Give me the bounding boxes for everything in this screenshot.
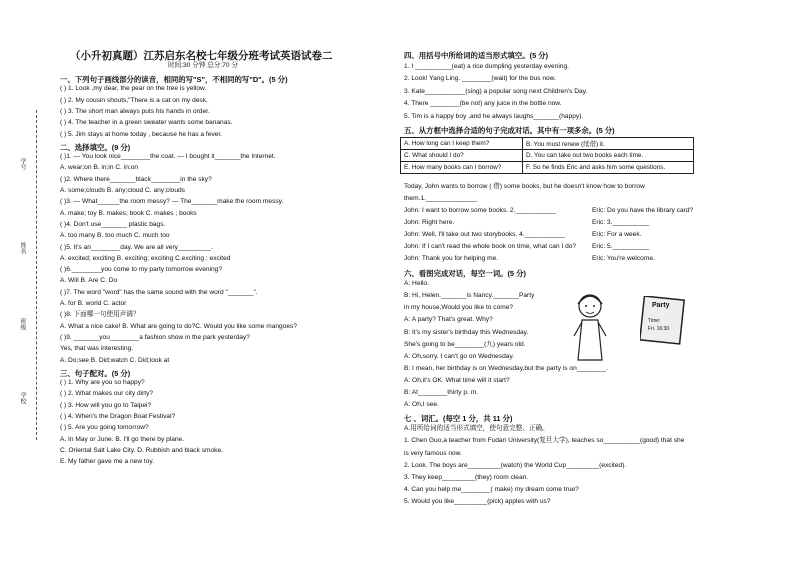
text-line: A. some;clouds B. any;cloud C. any;clouds xyxy=(60,187,185,194)
text-line: A. excited; exciting B. exciting; exciting C.exciting ; excited xyxy=(60,254,231,262)
text-line: B: I mean, her birthday is on Wednesday,but the party is on________. xyxy=(404,364,608,372)
text-line: B: At________thirty p. m. xyxy=(404,389,479,396)
text-line: 1. Chen Guo,a teacher from Fudan University(复旦大学), teaches so__________(good) that she xyxy=(404,437,685,445)
text-line: A.用所给词的适当形式填空，使句意完整、正确。 xyxy=(404,425,549,433)
text-line: 1. I __________(eat) a rice dumpling yesterday evening. xyxy=(404,62,569,70)
eric-line: Eric: 3.__________ xyxy=(592,219,650,226)
text-line: A: Hello. xyxy=(404,280,429,288)
text-line: A. for B. world C. actor xyxy=(60,300,127,307)
text-line: ( )5. It's an________day. We are all very_________. xyxy=(60,243,213,251)
poster-time-value: Fri. 16:30 xyxy=(648,326,670,332)
text-line: ( )6.________you come to my party tomorrow evening? xyxy=(60,266,222,274)
text-line: ( ) 3. How will you go to Taipei? xyxy=(60,401,152,409)
binding-label-student-id: 学号 xyxy=(19,158,25,170)
option-cell: D. You can take out two books each time. xyxy=(522,150,693,162)
text-line: ( ) 1. Why are you so happy? xyxy=(60,379,145,387)
option-cell: E. How many books can I borrow? xyxy=(401,162,523,174)
text-line: ( )9. _______you________a fashion show in the park yesterday? xyxy=(60,333,250,341)
text-line: ( ) 2. What makes our city dirty? xyxy=(60,390,154,398)
page-title: （小升初真题）江苏启东名校七年级分班考试英语试卷二 xyxy=(70,50,333,62)
binding-label-name: 姓名 xyxy=(19,242,25,254)
text-line: ( ) 5. Are you going tomorrow? xyxy=(60,424,149,432)
text-line: ( )2. Where there_______black________in the sky? xyxy=(60,175,212,183)
option-cell: A. How long can I keep them? xyxy=(401,138,523,150)
text-line: A. What a nice cake! B. What are going to do?C. Would you like some mangoes? xyxy=(60,322,298,330)
text-line: ( )3. — What______the room messy? — The_______make the room messy. xyxy=(60,198,284,206)
section-heading: 七 、词汇。(每空 1 分，共 11 分) xyxy=(404,414,513,424)
woman-illustration xyxy=(560,290,620,362)
text-line: 4. Can you help me________( make) my dream come true? xyxy=(404,485,579,493)
eric-line: Eric: For a week. xyxy=(592,231,642,238)
option-cell: B. You must renew (续借) it. xyxy=(522,138,693,150)
text-line: A: Oh,sorry. I can't go on Wednesday. xyxy=(404,352,515,360)
text-line: E. My father gave me a new toy. xyxy=(60,458,155,466)
eric-line: Eric: Do you have the library card? xyxy=(592,207,694,214)
text-line: A. Will B. Are C. Do xyxy=(60,277,118,285)
text-line: ( )1. — You look nice________the coat. — I bought it_______the Internet. xyxy=(60,153,276,161)
text-line: ( )4. Don't use_______ plastic bags. xyxy=(60,220,166,228)
text-line: A: Oh,I see. xyxy=(404,401,439,409)
text-line: 4. There ________(be not) any juice in the bottle now. xyxy=(404,100,562,107)
text-line: Today, John wants to borrow ( 借) some books, but he doesn't know how to borrow xyxy=(404,183,645,190)
text-line: 3. Kate___________(sing) a popular song next Children's Day. xyxy=(404,87,588,95)
eric-line: Eric: 5.__________ xyxy=(592,243,650,250)
text-line: A. make; toy B. makes; book C. makes ; books xyxy=(60,209,197,217)
binding-label-school: 学校 xyxy=(19,392,25,404)
section-heading: 六、看图完成对话，每空一词。(5 分) xyxy=(404,269,526,278)
options-row xyxy=(401,150,694,162)
text-line: A. too many B. too much C. much too xyxy=(60,232,170,240)
text-line: Yes, that was interesting. xyxy=(60,345,134,353)
text-line: in my house,Would you like to come? xyxy=(404,304,514,312)
text-line: John: If I can't read the whole book on time, what can I do? xyxy=(404,243,577,250)
exam-meta: 时间:30 分钟 总分:70 分 xyxy=(168,62,238,69)
text-line: ( ) 5. Jim stays at home today , because he has a fever. xyxy=(60,130,222,138)
text-line: ( )7. The word "word" has the same sound with the word "_______". xyxy=(60,288,258,296)
text-line: A. Do;see B. Did;watch C. Did;look at xyxy=(60,356,170,364)
section-heading: 四、用括号中所给词的适当形式填空。(5 分) xyxy=(404,51,549,60)
text-line: She's going to be________(九) years old. xyxy=(404,340,526,348)
text-line: 5. Tim is a happy boy ,and he always laughs_______(happy). xyxy=(404,112,584,120)
text-line: 3. They keep_________(they) room clean. xyxy=(404,473,529,481)
text-line: A: Oh,it's OK. What time will it start? xyxy=(404,376,510,384)
option-cell: F. So he finds Eric and asks him some questions. xyxy=(522,162,693,174)
text-line: 2. Look! Yang Ling. ________(wait) for the bus now. xyxy=(404,75,556,82)
text-line: B: It's my sister's birthday this Wednesday. xyxy=(404,328,529,336)
text-line: is very famous now. xyxy=(404,449,462,457)
eric-line: Eric: You're welcome. xyxy=(592,255,655,262)
text-line: ( ) 3. The short man always puts his hands in order. xyxy=(60,107,210,115)
text-line: B: Hi, Helen._______is Nancy._______Party xyxy=(404,292,535,300)
text-line: ( ) 4. The teacher in a green sweater wants some bananas. xyxy=(60,119,233,127)
binding-line xyxy=(36,110,37,440)
section-heading: 二、选择填空。(9 分) xyxy=(60,142,131,152)
text-line: 2. Look. The boys are_________(watch) the World Cup_________(excited). xyxy=(404,461,627,469)
options-row xyxy=(401,138,694,150)
text-line: C. Oriental Salt Lake City. D. Rubbish and black smoke. xyxy=(60,446,223,454)
text-line: ( ) 4. When's the Dragon Boat Festival? xyxy=(60,413,176,420)
options-row xyxy=(401,162,694,174)
text-line: John: I want to borrow some books. 2.___________ xyxy=(404,207,556,214)
binding-label-class: 班级 xyxy=(19,318,25,330)
text-line: 5. Would you like_________(pick) apples with us? xyxy=(404,497,551,505)
poster-time-label: Time: xyxy=(648,318,661,324)
section-heading: 一、下列句子画线部分的读音，相同的写"S"，不相同的写"D"。(5 分) xyxy=(60,75,288,84)
text-line: them.1.______________ xyxy=(404,195,478,202)
text-line: ( ) 2. My cousin shouts,"There is a cat on my desk. xyxy=(60,96,208,104)
text-line: A: A party? That's great. Why? xyxy=(404,316,493,324)
options-table xyxy=(400,137,694,174)
text-line: John: Well, I'll take out two storybooks. 4.___________ xyxy=(404,231,565,238)
text-line: A. In May or June. B. I'll go there by plane. xyxy=(60,435,185,443)
text-line: ( ) 1. Look ,my dear, the pear on the tree is yellow. xyxy=(60,85,207,93)
option-cell: C. What should I do? xyxy=(401,150,523,162)
text-line: John: Right here. xyxy=(404,219,455,226)
section-heading: 五、从方框中选择合适的句子完成对话。其中有一项多余。(5 分) xyxy=(404,126,615,135)
text-line: A. wear;on B. in;in C. in;on xyxy=(60,164,139,172)
text-line: John: Thank you for helping me. xyxy=(404,255,499,262)
text-line: ( )8. 下面哪一句使用声调？ xyxy=(60,311,140,319)
poster-title: Party xyxy=(652,302,670,309)
section-heading: 三、句子配对。(5 分) xyxy=(60,368,131,378)
